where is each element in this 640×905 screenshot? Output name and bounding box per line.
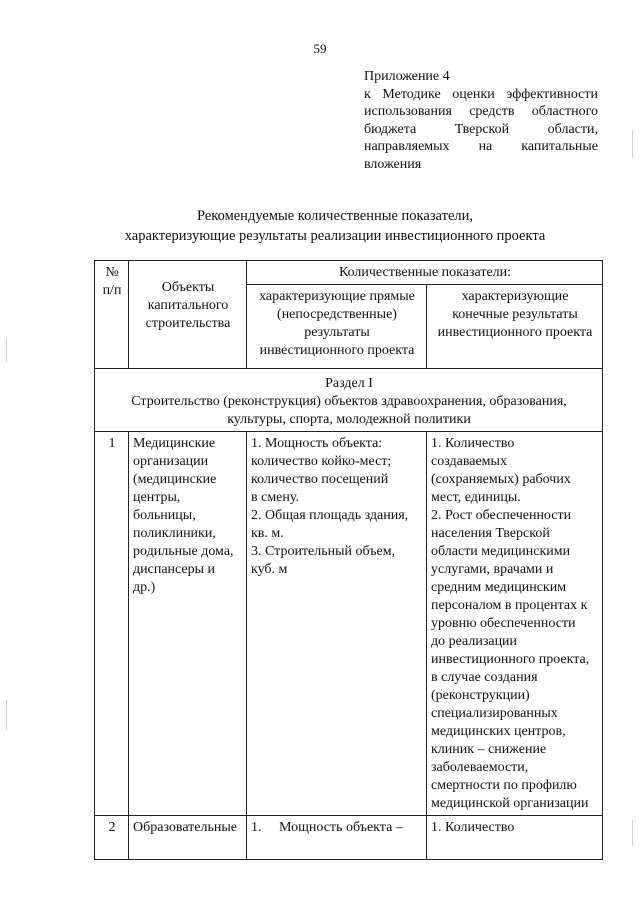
page-number: 59 xyxy=(313,41,327,56)
header-final-results: характеризующие конечные результаты инвестиционного проекта xyxy=(427,285,603,369)
appendix-text: к Методике оценки эффективности использования средств областного бюджета Тверской области, направляемых на капитальные вложения xyxy=(364,86,598,172)
header-indicators-group: Количественные показатели: xyxy=(247,261,603,285)
row-1-direct: 1. Мощность объекта: количество койко-мест; количество посещений в смену. 2. Общая площадь здания, кв. м. 3. Строительный объем, куб. м xyxy=(247,432,427,816)
section-cell xyxy=(95,369,603,432)
row-1-object: Медицинские организации (медицинские центры, больницы, поликлиники, родильные дома, диспансеры и др.) xyxy=(129,432,247,816)
section-row xyxy=(95,369,603,432)
row-2-final: 1. Количество xyxy=(427,816,603,860)
row-2-object: Образовательные xyxy=(129,816,247,860)
table-row xyxy=(95,432,603,816)
table-header-row xyxy=(95,261,603,285)
header-objects: Объекты капитального строительства xyxy=(129,261,247,369)
heading-line-1: Рекомендуемые количественные показатели, xyxy=(196,208,473,224)
table-row xyxy=(95,816,603,860)
row-2-direct: 1. Мощность объекта – xyxy=(247,816,427,860)
section-text: Строительство (реконструкция) объектов здравоохранения, образования, культуры, спорта, молодежной политики xyxy=(131,394,567,427)
appendix-title: Приложение 4 xyxy=(364,69,450,84)
section-title: Раздел I xyxy=(325,376,373,391)
header-num: № п/п xyxy=(95,261,129,369)
scan-edge-mark xyxy=(632,820,633,846)
appendix-note xyxy=(364,68,598,173)
scan-edge-mark xyxy=(632,130,633,158)
scan-edge-mark xyxy=(6,700,7,730)
row-1-final: 1. Количество создаваемых (сохраняемых) рабочих мест, единицы. 2. Рост обеспеченности населения Тверской области медицинскими услугами, врачами и средним медицинским персоналом в процентах к уровню обеспеченности до реализации инвестиционного проекта, в случае создания (реконструкции) специализированных медицинских центров, клиник – снижение заболеваемости, смертности по профилю медицинской организации xyxy=(427,432,603,816)
row-1-num: 1 xyxy=(95,432,129,816)
header-direct-results: характеризующие прямые (непосредственные) результаты инвестиционного проекта xyxy=(247,285,427,369)
row-2-num: 2 xyxy=(95,816,129,860)
heading-line-2: характеризующие результаты реализации инвестиционного проекта xyxy=(124,228,546,244)
indicators-table xyxy=(94,260,603,860)
scan-edge-mark xyxy=(6,338,7,362)
document-heading xyxy=(100,206,570,246)
